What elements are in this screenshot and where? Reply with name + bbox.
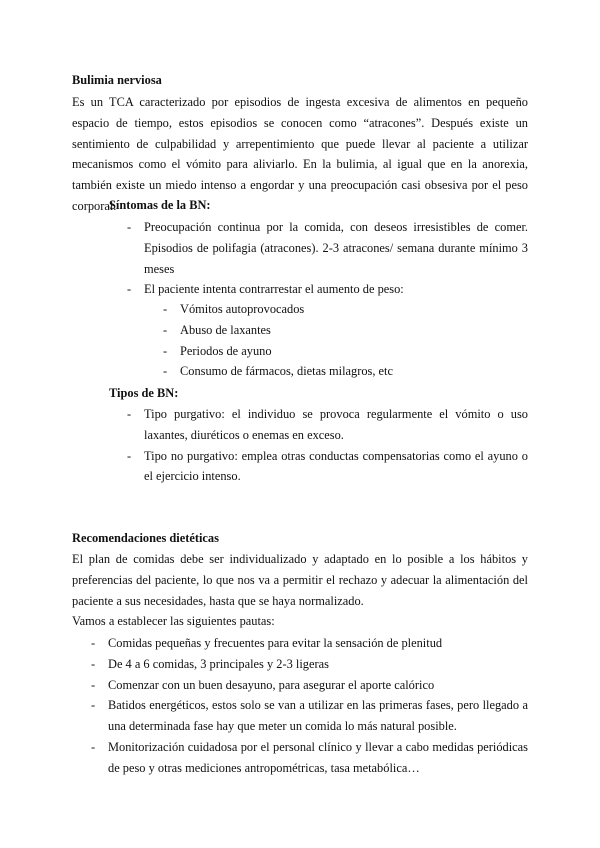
list-marker: - [127, 282, 132, 297]
types-heading: Tipos de BN: [109, 386, 179, 400]
list-marker: - [163, 364, 168, 379]
list-marker: - [163, 302, 168, 316]
list-marker: - [127, 220, 132, 234]
list-item: - Comenzar con un buen desayuno, para asegurar el aporte calórico [108, 675, 528, 696]
list-item: - Periodos de ayuno [180, 341, 528, 362]
symptoms-heading: Síntomas de la BN: [109, 198, 211, 212]
list-marker: - [91, 656, 96, 671]
list-marker: - [91, 739, 96, 754]
recommendations-paragraph: El plan de comidas debe ser individualizado y adaptado en lo posible a los hábitos y preferencias del paciente, lo que nos va a permitir el rechazo y adecuar la alimentación del paciente a sus necesidades, hasta que se haya normalizado. [72, 552, 528, 608]
list-marker: - [91, 698, 96, 713]
list-item: - Vómitos autoprovocados [180, 299, 528, 320]
types-list [127, 404, 528, 487]
section-title-recommendations: Recomendaciones dietéticas [72, 531, 219, 545]
list-item: - Tipo purgativo: el individuo se provoca regularmente el vómito o uso laxantes, diuréticos o enemas en exceso. [144, 404, 528, 446]
list-item: - Consumo de fármacos, dietas milagros, etc [180, 361, 528, 382]
list-marker: - [127, 407, 132, 421]
list-marker: - [127, 448, 132, 463]
list-item: - Abuso de laxantes [180, 320, 528, 341]
list-item: - De 4 a 6 comidas, 3 principales y 2-3 ligeras [108, 654, 528, 675]
list-item: - El paciente intenta contrarrestar el aumento de peso: [144, 279, 528, 300]
compensation-list [163, 299, 528, 382]
list-marker: - [163, 322, 168, 337]
guidelines-intro: Vamos a establecer las siguientes pautas: [72, 614, 275, 628]
section-title-bulimia: Bulimia nerviosa [72, 73, 162, 87]
list-item: - Monitorización cuidadosa por el personal clínico y llevar a cabo medidas periódicas de peso y otras mediciones antropométricas, tasa metabólica… [108, 737, 528, 779]
symptoms-list [127, 217, 528, 300]
list-item: - Preocupación continua por la comida, con deseos irresistibles de comer. Episodios de polifagia (atracones). 2-3 atracones/ semana durante mínimo 3 meses [144, 217, 528, 279]
list-item: - Comidas pequeñas y frecuentes para evitar la sensación de plenitud [108, 633, 528, 654]
list-marker: - [91, 636, 96, 650]
guidelines-list [91, 633, 528, 779]
list-item: - Tipo no purgativo: emplea otras conductas compensatorias como el ayuno o el ejercicio intenso. [144, 446, 528, 488]
list-item: - Batidos energéticos, estos solo se van a utilizar en las primeras fases, pero llegado a una determinada fase hay que meter un comida lo más natural posible. [108, 695, 528, 737]
list-marker: - [91, 677, 96, 692]
bulimia-paragraph: Es un TCA caracterizado por episodios de ingesta excesiva de alimentos en pequeño espacio de tiempo, estos episodios se conocen como “atracones”. Después existe un sentimiento de culpabilidad y arrepentimiento que puede llevar al paciente a utilizar mecanismos como el vómito para aliviarlo. En la bulimia, al igual que en la anorexia, también existe un miedo intenso a engordar y una preocupación casi obsesiva por el peso corporal. [72, 95, 528, 213]
list-marker: - [163, 343, 168, 358]
